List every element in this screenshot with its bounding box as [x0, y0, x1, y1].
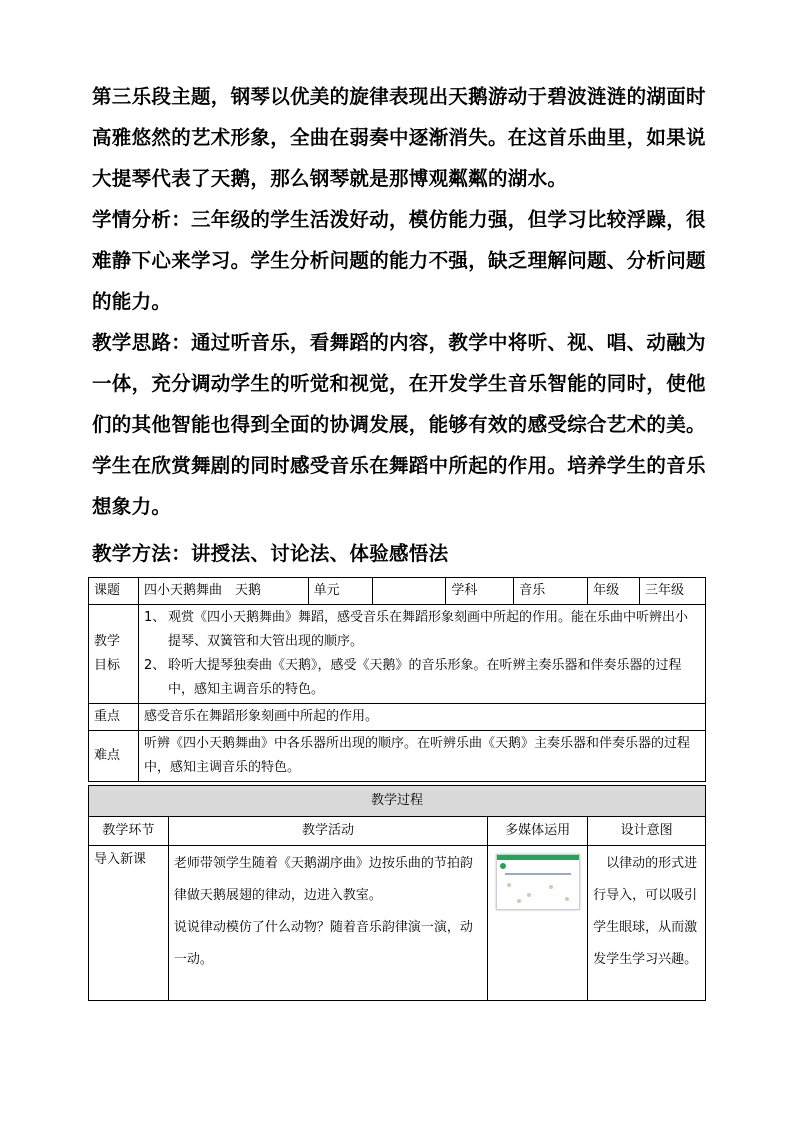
header-stage: 教学环节 [89, 817, 169, 846]
subject-value: 音乐 [514, 578, 588, 605]
key-point-row [89, 704, 706, 731]
paragraph-music-theme: 第三乐段主题，钢琴以优美的旋律表现出天鹅游动于碧波涟涟的湖面时高雅悠然的艺术形象，全曲在弱奏中逐渐消失。在这首乐曲里，如果说大提琴代表了天鹅，那么钢琴就是那博观粼粼的湖水。 [92, 85, 706, 190]
goal-text-2: 聆听大提琴独奏曲《天鹅》，感受《天鹅》的音乐形象。在听辨主奏乐器和伴奏乐器的过程中，感知主调音乐的特色。 [167, 658, 682, 697]
slide-thumbnail-decoration [527, 893, 531, 897]
grade-label: 年级 [588, 578, 640, 605]
difficulty-label: 难点 [89, 731, 139, 782]
paragraph-teaching-approach: 教学思路：通过听音乐，看舞蹈的内容，教学中将听、视、唱、动融为一体，充分调动学生的听觉和视觉，在开发学生音乐智能的同时，使他们的其他智能也得到全面的协调发展，能够有效的感受综合艺术的美。学生在欣赏舞剧的同时感受音乐在舞蹈中所起的作用。培养学生的音乐想象力。 [92, 331, 706, 518]
goal-number-1: 1、 [143, 610, 166, 625]
teaching-process-table [88, 785, 706, 1001]
activity-text-1: 老师带领学生随着《天鹅湖序曲》边按乐曲的节拍韵律做天鹅展翅的律动，边进入教室。 [173, 856, 473, 903]
process-row-intro [89, 846, 706, 1001]
topic-row [89, 578, 706, 605]
unit-value [372, 578, 446, 605]
process-title-row [89, 786, 706, 817]
unit-label: 单元 [308, 578, 372, 605]
design-cell: 以律动的形式进行导入，可以吸引学生眼球，从而激发学生学习兴趣。 [588, 846, 706, 1001]
media-cell [488, 846, 588, 1001]
lesson-info-table [88, 577, 706, 782]
slide-thumbnail-decoration [507, 883, 511, 887]
difficulty-row [89, 731, 706, 782]
goals-content [138, 605, 705, 704]
slide-thumbnail-decoration [565, 897, 569, 901]
header-media: 多媒体运用 [488, 817, 588, 846]
slide-thumbnail-decoration [517, 899, 521, 903]
topic-label: 课题 [89, 578, 139, 605]
slide-thumbnail-decoration [549, 885, 553, 889]
subject-label: 学科 [446, 578, 514, 605]
difficulty-text: 听辨《四小天鹅舞曲》中各乐器所出现的顺序。在听辨乐曲《天鹅》主奏乐器和伴奏乐器的过程中，感知主调音乐的特色。 [138, 731, 705, 782]
slide-thumbnail [496, 854, 580, 910]
activity-cell [168, 846, 487, 1001]
goal-text-1: 观赏《四小天鹅舞曲》舞蹈，感受音乐在舞蹈形象刻画中所起的作用。能在乐曲中听辨出小提琴、双簧管和大管出现的顺序。 [167, 610, 688, 649]
goal-number-2: 2、 [143, 658, 166, 673]
process-header-row [89, 817, 706, 846]
paragraph-learner-analysis: 学情分析：三年级的学生活泼好动，模仿能力强，但学习比较浮躁，很难静下心来学习。学生分析问题的能力不强，缺乏理解问题、分析问题的能力。 [92, 208, 706, 313]
goals-label-line1: 教学 [94, 634, 121, 649]
key-point-text: 感受音乐在舞蹈形象刻画中所起的作用。 [138, 704, 705, 731]
header-activity: 教学活动 [168, 817, 487, 846]
slide-thumbnail-header [497, 855, 579, 860]
grade-value: 三年级 [640, 578, 706, 605]
goals-label-line2: 目标 [94, 658, 121, 673]
slide-thumbnail-logo [500, 863, 506, 869]
process-title: 教学过程 [89, 786, 706, 817]
activity-text-2: 说说律动模仿了什么动物？随着音乐韵律演一演，动一动。 [173, 920, 473, 967]
paragraph-teaching-methods: 教学方法：讲授法、讨论法、体验感悟法 [92, 542, 449, 565]
header-design: 设计意图 [588, 817, 706, 846]
goals-row [89, 605, 706, 704]
topic-value: 四小天鹅舞曲 天鹅 [138, 578, 308, 605]
goal-item-2 [144, 654, 700, 702]
slide-thumbnail-text-line [505, 873, 571, 875]
goals-label [89, 605, 139, 704]
stage-cell: 导入新课 [89, 846, 169, 1001]
key-point-label: 重点 [89, 704, 139, 731]
goal-item-1 [144, 606, 700, 654]
